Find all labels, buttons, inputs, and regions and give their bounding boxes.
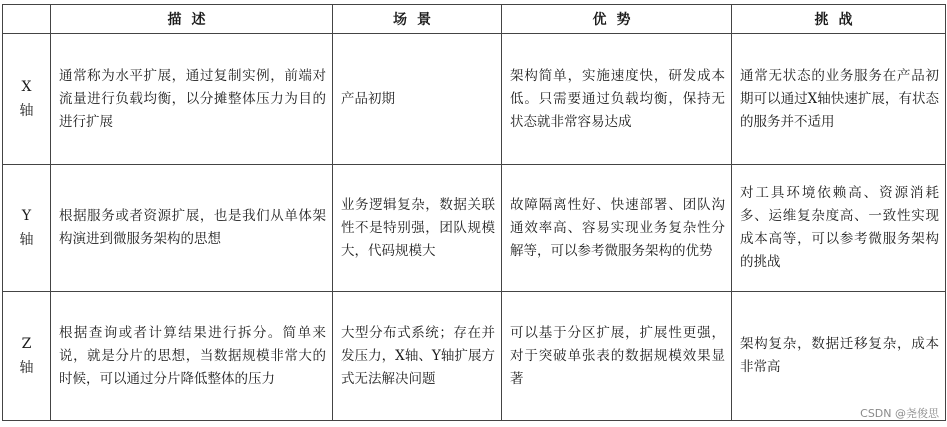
table-row-z-axis [3, 292, 946, 421]
axis-cell [3, 165, 51, 292]
description-cell: 通常称为水平扩展，通过复制实例，前端对流量进行负载均衡，以分摊整体压力为目的进行扩展 [51, 34, 333, 165]
challenge-cell: 架构复杂，数据迁移复杂，成本非常高 [732, 292, 946, 421]
challenge-cell: 通常无状态的业务服务在产品初期可以通过X轴快速扩展，有状态的服务并不适用 [732, 34, 946, 165]
scenario-cell: 产品初期 [333, 34, 502, 165]
scenario-cell: 业务逻辑复杂，数据关联性不是特别强，团队规模大，代码规模大 [333, 165, 502, 292]
header-description: 描述 [51, 5, 333, 34]
axis-word: 轴 [19, 232, 34, 248]
axis-letter: X [21, 79, 32, 95]
description-cell: 根据服务或者资源扩展，也是我们从单体架构演进到微服务架构的思想 [51, 165, 333, 292]
table-row-y-axis [3, 165, 946, 292]
description-cell: 根据查询或者计算结果进行拆分。简单来说，就是分片的思想，当数据规模非常大的时候，可以通过分片降低整体的压力 [51, 292, 333, 421]
axis-word: 轴 [19, 103, 34, 119]
scenario-cell: 大型分布式系统；存在并发压力，X轴、Y轴扩展方式无法解决问题 [333, 292, 502, 421]
axis-word: 轴 [19, 360, 34, 376]
axis-cell [3, 292, 51, 421]
advantage-cell: 可以基于分区扩展，扩展性更强，对于突破单张表的数据规模效果显著 [502, 292, 732, 421]
header-scenario: 场景 [333, 5, 502, 34]
axis-letter: Z [21, 336, 32, 352]
header-axis [3, 5, 51, 34]
csdn-watermark: CSDN @尧俊思 [860, 407, 939, 420]
table-row-x-axis [3, 34, 946, 165]
advantage-cell: 架构简单，实施速度快，研发成本低。只需要通过负载均衡，保持无状态就非常容易达成 [502, 34, 732, 165]
header-advantage: 优势 [502, 5, 732, 34]
header-challenge: 挑战 [732, 5, 946, 34]
scale-cube-table-container [2, 4, 945, 421]
axis-letter: Y [21, 208, 32, 224]
axis-cell [3, 34, 51, 165]
challenge-cell: 对工具环境依赖高、资源消耗多、运维复杂度高、一致性实现成本高等，可以参考微服务架构的挑战 [732, 165, 946, 292]
header-row [3, 5, 946, 34]
advantage-cell: 故障隔离性好、快速部署、团队沟通效率高、容易实现业务复杂性分解等，可以参考微服务架构的优势 [502, 165, 732, 292]
scale-cube-table [2, 4, 946, 421]
